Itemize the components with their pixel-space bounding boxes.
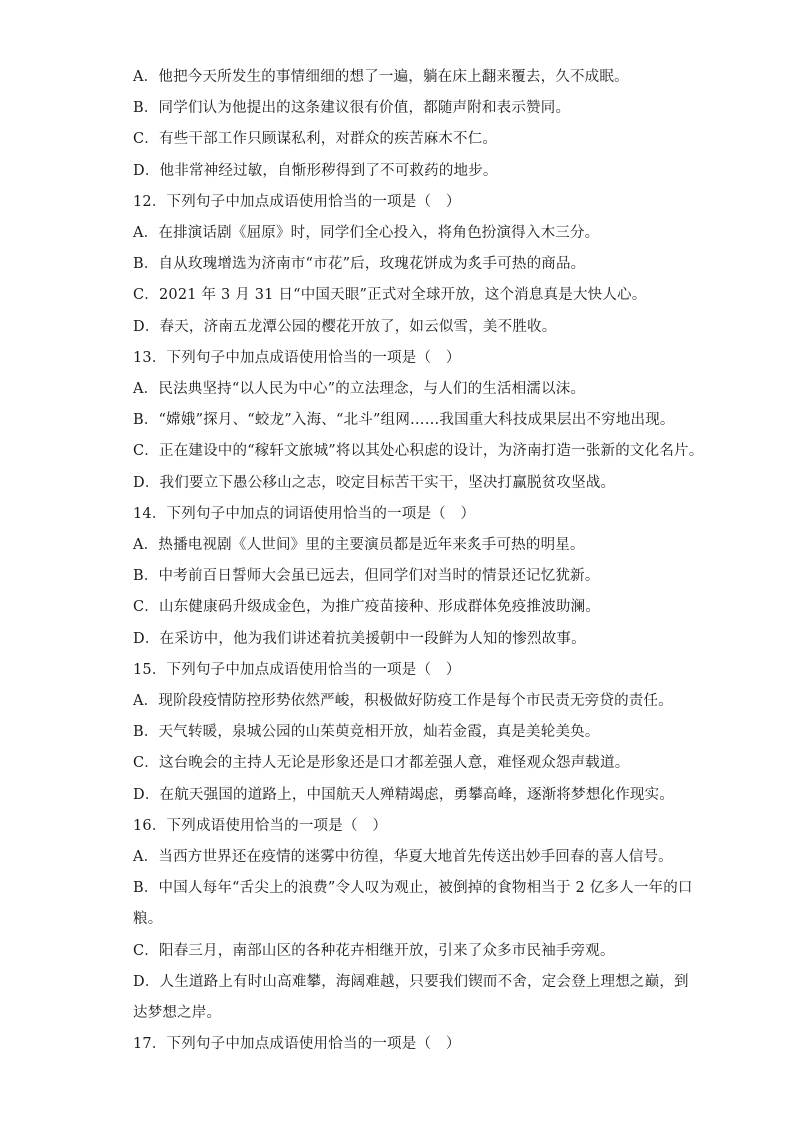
option-a: A．在排演话剧《屈原》时，同学们全心投入，将角色扮演得入木三分。 xyxy=(133,225,600,242)
option-b: B．中国人每年“舌尖上的浪费”令人叹为观止，被倒掉的食物相当于 2 亿多人一年的口 xyxy=(133,880,693,897)
question-stem: 14．下列句子中加点的词语使用恰当的一项是（ ） xyxy=(133,505,476,522)
option-d: D．人生道路上有时山高难攀，海阔难越，只要我们锲而不舍，定会登上理想之巅，到 xyxy=(133,973,689,990)
option-d: D．春天，济南五龙潭公园的樱花开放了，如云似雪，美不胜收。 xyxy=(133,318,557,335)
option-d: D．他非常神经过敏，自惭形秽得到了不可救药的地步。 xyxy=(133,162,498,179)
option-d: D．在采访中，他为我们讲述着抗美援朝中一段鲜为人知的惨烈故事。 xyxy=(133,630,586,647)
option-d-continued: 达梦想之岸。 xyxy=(133,1005,222,1022)
option-c: C．有些干部工作只顾谋私利，对群众的疾苦麻木不仁。 xyxy=(133,131,498,148)
option-b: B．自从玫瑰增选为济南市“市花”后，玫瑰花饼成为炙手可热的商品。 xyxy=(133,256,586,273)
option-a: A．现阶段疫情防控形势依然严峻，积极做好防疫工作是每个市民责无旁贷的责任。 xyxy=(133,693,673,710)
option-a: A．他把今天所发生的事情细细的想了一遍，躺在床上翻来覆去，久不成眠。 xyxy=(133,69,629,85)
option-a: A．民法典坚持“以人民为中心”的立法理念，与人们的生活相濡以沫。 xyxy=(133,381,586,398)
option-c: C．山东健康码升级成金色，为推广疫苗接种、形成群体免疫推波助澜。 xyxy=(133,599,600,616)
option-d: D．我们要立下愚公移山之志，咬定目标苦干实干，坚决打赢脱贫攻坚战。 xyxy=(133,474,616,491)
option-c: C．这台晚会的主持人无论是形象还是口才都差强人意，难怪观众怨声载道。 xyxy=(133,755,630,772)
option-a: A．热播电视剧《人世间》里的主要演员都是近年来炙手可热的明星。 xyxy=(133,537,585,554)
option-c: C．正在建设中的“稼轩文旅城”将以其处心积虑的设计，为济南打造一张新的文化名片。 xyxy=(133,443,704,460)
option-c: C．2021 年 3 月 31 日“中国天眼”正式对全球开放，这个消息真是大快人心。 xyxy=(133,287,647,304)
question-stem: 15．下列句子中加点成语使用恰当的一项是（ ） xyxy=(133,661,461,678)
question-list xyxy=(133,62,704,1061)
option-d: D．在航天强国的道路上，中国航天人殚精竭虑，勇攀高峰，逐渐将梦想化作现实。 xyxy=(133,786,675,803)
option-b: B．天气转暖，泉城公园的山茱萸竞相开放，灿若金霞，真是美轮美奂。 xyxy=(133,724,600,741)
option-c: C．阳春三月，南部山区的各种花卉相继开放，引来了众多市民袖手旁观。 xyxy=(133,942,615,959)
option-a: A．当西方世界还在疫情的迷雾中彷徨，华夏大地首先传送出妙手回春的喜人信号。 xyxy=(133,849,673,866)
question-stem: 12．下列句子中加点成语使用恰当的一项是（ ） xyxy=(133,193,461,210)
option-b: B．中考前百日誓师大会虽已远去，但同学们对当时的情景还记忆犹新。 xyxy=(133,568,600,585)
option-b-continued: 粮。 xyxy=(133,911,163,928)
option-b: B．同学们认为他提出的这条建议很有价值，都随声附和表示赞同。 xyxy=(133,100,571,117)
option-b: B．“嫦娥”探月、“蛟龙”入海、“北斗”组网……我国重大科技成果层出不穷地出现。 xyxy=(133,412,675,429)
question-stem: 17．下列句子中加点成语使用恰当的一项是（ ） xyxy=(133,1036,461,1053)
question-stem: 16．下列成语使用恰当的一项是（ ） xyxy=(133,817,388,834)
question-stem: 13．下列句子中加点成语使用恰当的一项是（ ） xyxy=(133,349,461,366)
